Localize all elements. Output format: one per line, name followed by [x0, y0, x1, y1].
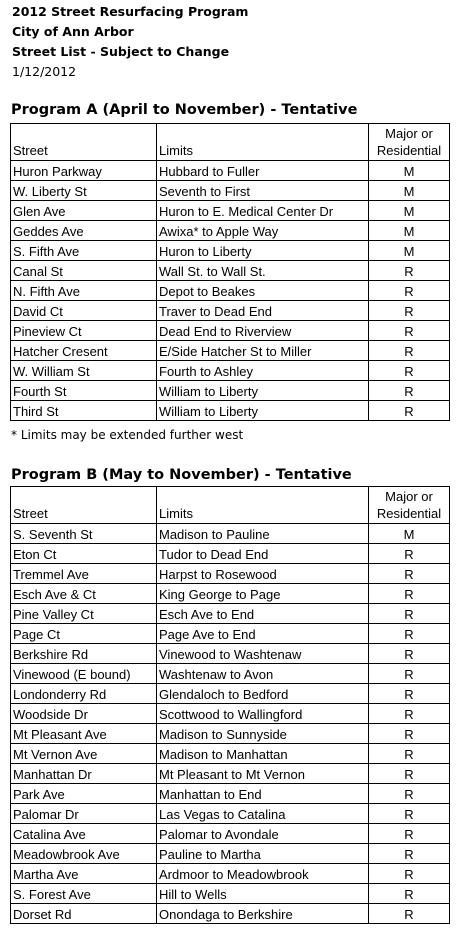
limits-cell: Hill to Wells [157, 884, 369, 904]
table-row [11, 201, 450, 221]
type-cell: M [369, 161, 450, 181]
type-cell: R [369, 301, 450, 321]
table-row [11, 564, 450, 584]
limits-cell: Page Ave to End [157, 624, 369, 644]
type-cell: M [369, 201, 450, 221]
street-cell: Dorset Rd [11, 904, 157, 924]
header-line-1: 2012 Street Resurfacing Program [12, 4, 249, 19]
type-cell: R [369, 281, 450, 301]
street-cell: W. William St [11, 361, 157, 381]
limits-cell: William to Liberty [157, 401, 369, 421]
street-cell: Londonderry Rd [11, 684, 157, 704]
limits-cell: Palomar to Avondale [157, 824, 369, 844]
street-cell: Berkshire Rd [11, 644, 157, 664]
table-row [11, 301, 450, 321]
street-cell: Pine Valley Ct [11, 604, 157, 624]
type-cell: R [369, 884, 450, 904]
street-cell: Hatcher Cresent [11, 341, 157, 361]
street-cell: Fourth St [11, 381, 157, 401]
column-header: Street [11, 124, 157, 161]
street-cell: Page Ct [11, 624, 157, 644]
table-row [11, 221, 450, 241]
type-cell: M [369, 221, 450, 241]
type-cell: R [369, 904, 450, 924]
type-cell: R [369, 584, 450, 604]
table-row [11, 241, 450, 261]
table-row [11, 864, 450, 884]
street-cell: Palomar Dr [11, 804, 157, 824]
street-cell: Park Ave [11, 784, 157, 804]
table-row [11, 341, 450, 361]
limits-cell: Tudor to Dead End [157, 544, 369, 564]
street-cell: Canal St [11, 261, 157, 281]
table-row [11, 704, 450, 724]
type-cell: M [369, 241, 450, 261]
table-row [11, 884, 450, 904]
street-cell: Catalina Ave [11, 824, 157, 844]
type-cell: R [369, 704, 450, 724]
column-header: Limits [157, 487, 369, 524]
street-cell: Woodside Dr [11, 704, 157, 724]
type-cell: R [369, 864, 450, 884]
limits-cell: Onondaga to Berkshire [157, 904, 369, 924]
type-cell: R [369, 604, 450, 624]
limits-cell: Ardmoor to Meadowbrook [157, 864, 369, 884]
limits-cell: Esch Ave to End [157, 604, 369, 624]
type-cell: R [369, 361, 450, 381]
limits-cell: Seventh to First [157, 181, 369, 201]
table-row [11, 281, 450, 301]
table-row [11, 524, 450, 544]
table-row [11, 724, 450, 744]
type-cell: R [369, 544, 450, 564]
table-row [11, 181, 450, 201]
table-row [11, 584, 450, 604]
limits-cell: Wall St. to Wall St. [157, 261, 369, 281]
limits-cell: Hubbard to Fuller [157, 161, 369, 181]
limits-cell: Fourth to Ashley [157, 361, 369, 381]
limits-cell: Mt Pleasant to Mt Vernon [157, 764, 369, 784]
limits-cell: Madison to Pauline [157, 524, 369, 544]
table-row [11, 401, 450, 421]
type-cell: R [369, 564, 450, 584]
type-cell: R [369, 341, 450, 361]
street-cell: S. Seventh St [11, 524, 157, 544]
table-row [11, 784, 450, 804]
column-header: Major or Residential [369, 124, 450, 161]
street-cell: Mt Vernon Ave [11, 744, 157, 764]
street-cell: Esch Ave & Ct [11, 584, 157, 604]
limits-cell: Glendaloch to Bedford [157, 684, 369, 704]
limits-cell: E/Side Hatcher St to Miller [157, 341, 369, 361]
street-cell: N. Fifth Ave [11, 281, 157, 301]
type-cell: M [369, 181, 450, 201]
table-row [11, 764, 450, 784]
table-row [11, 321, 450, 341]
limits-cell: Vinewood to Washtenaw [157, 644, 369, 664]
program-b-title: Program B (May to November) - Tentative [11, 467, 352, 483]
street-cell: Pineview Ct [11, 321, 157, 341]
header-line-3: Street List - Subject to Change [12, 44, 230, 59]
table-row [11, 161, 450, 181]
program-a-footnote: * Limits may be extended further west [11, 428, 244, 442]
program-a-table [10, 123, 450, 421]
limits-cell: Depot to Beakes [157, 281, 369, 301]
table-row [11, 544, 450, 564]
table-row [11, 361, 450, 381]
type-cell: R [369, 824, 450, 844]
column-header: Limits [157, 124, 369, 161]
limits-cell: Washtenaw to Avon [157, 664, 369, 684]
limits-cell: Awixa* to Apple Way [157, 221, 369, 241]
table-row [11, 744, 450, 764]
type-cell: R [369, 844, 450, 864]
table-row [11, 644, 450, 664]
street-cell: Manhattan Dr [11, 764, 157, 784]
table-row [11, 604, 450, 624]
type-cell: R [369, 804, 450, 824]
table-row [11, 381, 450, 401]
street-cell: Glen Ave [11, 201, 157, 221]
limits-cell: King George to Page [157, 584, 369, 604]
street-cell: Third St [11, 401, 157, 421]
table-header-row [11, 124, 450, 161]
type-cell: R [369, 664, 450, 684]
type-cell: R [369, 381, 450, 401]
limits-cell: Traver to Dead End [157, 301, 369, 321]
type-cell: M [369, 524, 450, 544]
limits-cell: Harpst to Rosewood [157, 564, 369, 584]
table-row [11, 824, 450, 844]
limits-cell: Pauline to Martha [157, 844, 369, 864]
table-row [11, 664, 450, 684]
street-cell: Meadowbrook Ave [11, 844, 157, 864]
table-row [11, 624, 450, 644]
header-line-2: City of Ann Arbor [12, 24, 134, 39]
limits-cell: Dead End to Riverview [157, 321, 369, 341]
type-cell: R [369, 684, 450, 704]
table-row [11, 804, 450, 824]
limits-cell: Scottwood to Wallingford [157, 704, 369, 724]
street-cell: S. Fifth Ave [11, 241, 157, 261]
header-date: 1/12/2012 [12, 64, 77, 79]
program-a-title: Program A (April to November) - Tentative [11, 102, 358, 118]
program-b-table [10, 486, 450, 924]
type-cell: R [369, 321, 450, 341]
street-cell: Vinewood (E bound) [11, 664, 157, 684]
street-cell: Huron Parkway [11, 161, 157, 181]
street-cell: W. Liberty St [11, 181, 157, 201]
street-cell: Eton Ct [11, 544, 157, 564]
column-header: Street [11, 487, 157, 524]
street-cell: David Ct [11, 301, 157, 321]
type-cell: R [369, 784, 450, 804]
street-cell: S. Forest Ave [11, 884, 157, 904]
limits-cell: Manhattan to End [157, 784, 369, 804]
type-cell: R [369, 624, 450, 644]
street-cell: Mt Pleasant Ave [11, 724, 157, 744]
table-row [11, 684, 450, 704]
street-cell: Geddes Ave [11, 221, 157, 241]
type-cell: R [369, 261, 450, 281]
limits-cell: Huron to Liberty [157, 241, 369, 261]
street-cell: Martha Ave [11, 864, 157, 884]
limits-cell: William to Liberty [157, 381, 369, 401]
table-row [11, 844, 450, 864]
limits-cell: Las Vegas to Catalina [157, 804, 369, 824]
limits-cell: Huron to E. Medical Center Dr [157, 201, 369, 221]
type-cell: R [369, 401, 450, 421]
type-cell: R [369, 744, 450, 764]
type-cell: R [369, 644, 450, 664]
table-header-row [11, 487, 450, 524]
limits-cell: Madison to Manhattan [157, 744, 369, 764]
type-cell: R [369, 724, 450, 744]
column-header: Major or Residential [369, 487, 450, 524]
street-cell: Tremmel Ave [11, 564, 157, 584]
document-header [12, 2, 452, 82]
table-row [11, 904, 450, 924]
table-row [11, 261, 450, 281]
limits-cell: Madison to Sunnyside [157, 724, 369, 744]
type-cell: R [369, 764, 450, 784]
